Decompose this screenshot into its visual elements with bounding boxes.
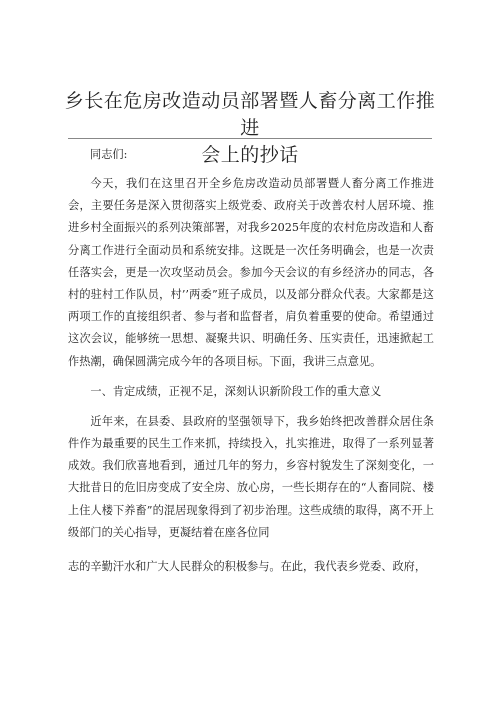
title-line-1: 乡长在危房改造动员部署暨人畜分离工作推进 xyxy=(64,90,436,139)
paragraph-opening: 今天，我们在这里召开全乡危房改造动员部署暨人畜分离工作推进会，主要任务是深入贯彻落实上级党委、政府关于改善农村人居环境、推进乡村全面振兴的系列决策部署，对我乡2025年度的农村危房改造和人畜分离工作进行全面动员和系统安排。这既是一次任务明确会，也是一次责任落实会，更是一次攻坚动员会。参加今天会议的有乡经济办的同志，各村的驻村工作队员，村’’两委”班子成员，以及部分群众代表。大家都是这两项工作的直接组织者、参与者和监督者，肩负着重要的使命。希望通过这次会议，能够统一思想、凝聚共识、明确任务、压实责任，迅速掀起工作热潮，确保圆满完成今年的各项目标。下面，我讲三点意见。 xyxy=(68,177,434,368)
paragraph-achievements: 近年来，在县委、县政府的坚强领导下，我乡始终把改善群众居住条件作为最重要的民生工作来抓，持续投入，扎实推进，取得了一系列显著成效。我们欣喜地看到，通过几年的努力，乡容村貌发生了深刻变化，一大批昔日的危旧房变成了安全房、放心房，一些长期存在的“人畜同院、楼上住人楼下养畜”的混居现象得到了初步治理。这些成绩的取得，离不开上级部门的关心指导，更凝结着在座各位同 xyxy=(68,414,434,539)
paragraph-continuation: 志的辛勤汗水和广大人民群众的积极参与。在此，我代表乡党委、政府， xyxy=(68,560,427,574)
salutation: 同志们: xyxy=(90,148,128,161)
title-line-2: 会上的抄话 xyxy=(201,144,299,166)
section-heading: 一、肯定成绩，正视不足，深刻认识新阶段工作的重大意义 xyxy=(90,384,382,398)
title-divider xyxy=(68,138,432,139)
document-body xyxy=(68,144,434,578)
